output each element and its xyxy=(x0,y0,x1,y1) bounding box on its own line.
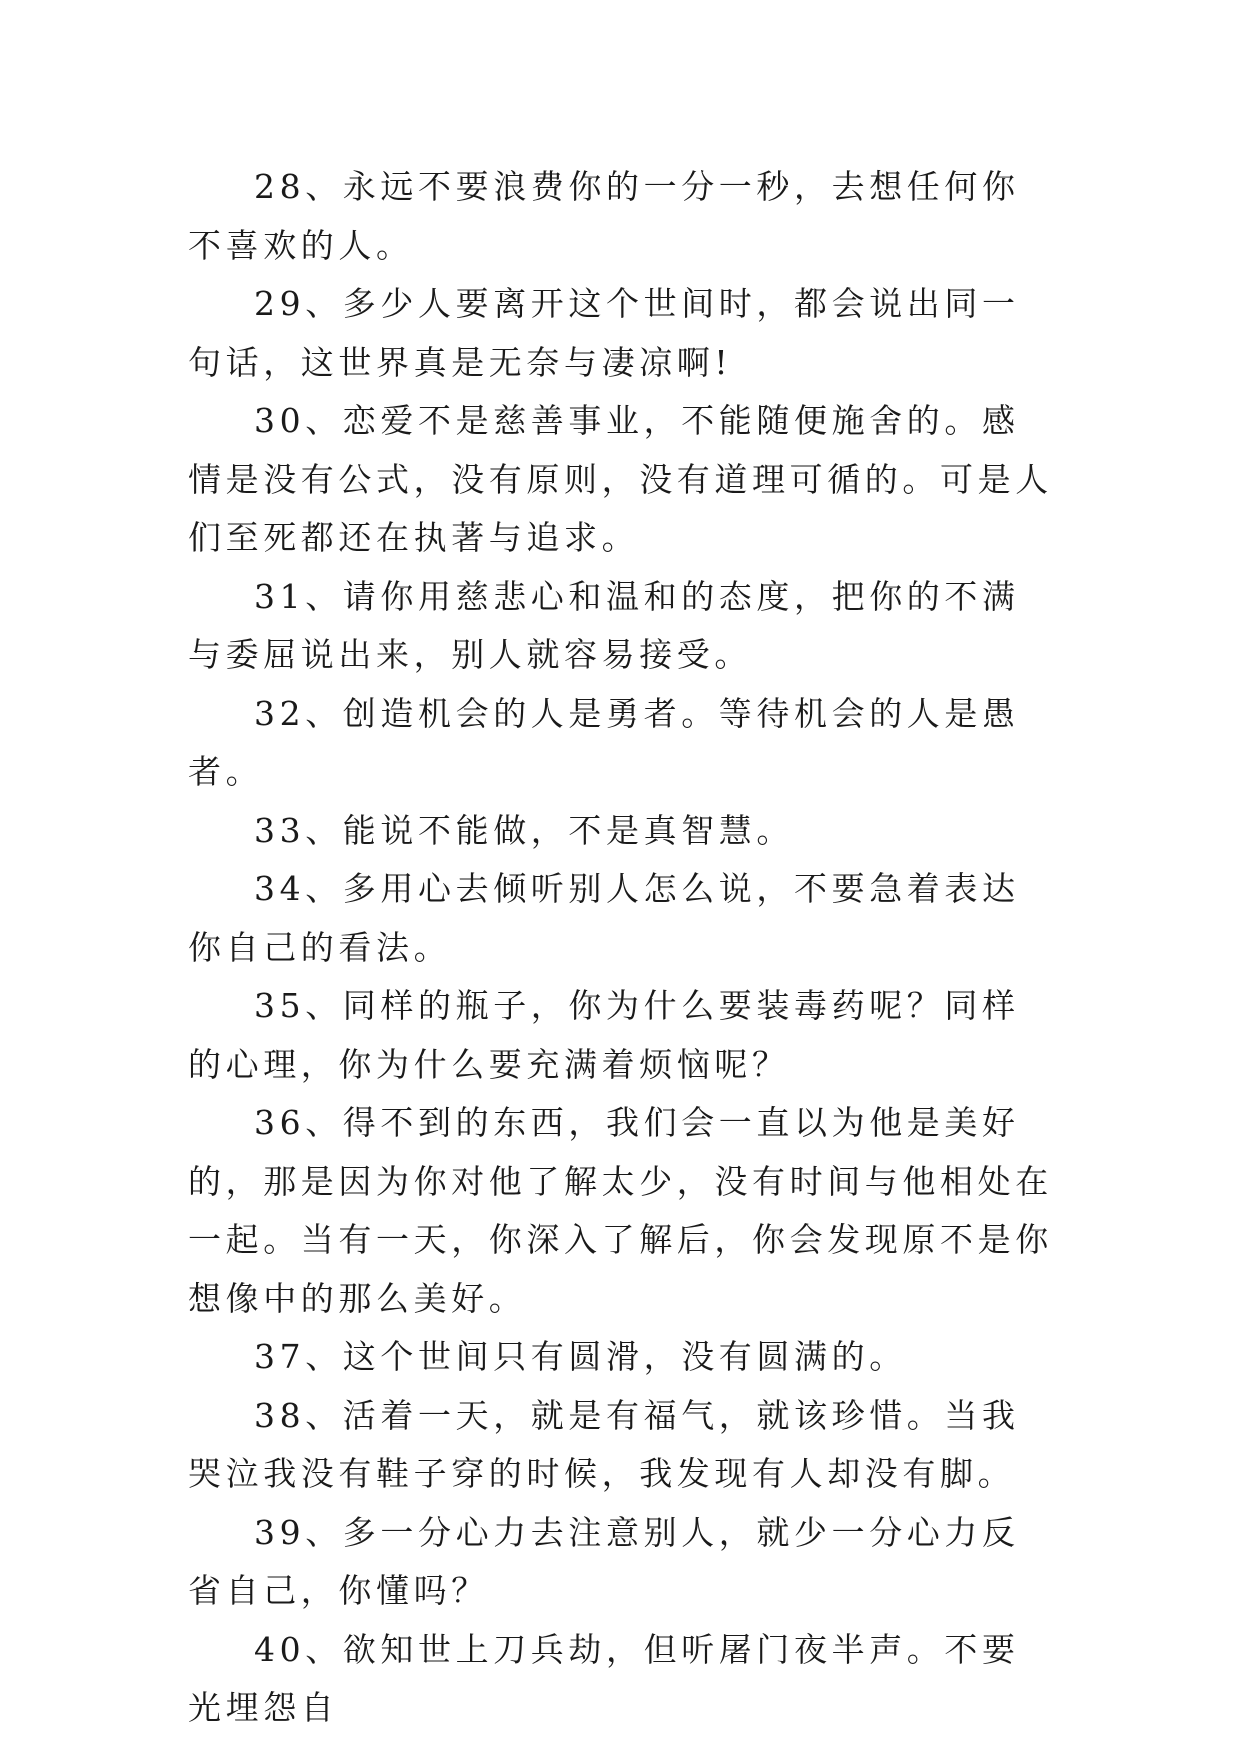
paragraph-35: 35、同样的瓶子，你为什么要装毒药呢？同样的心理，你为什么要充满着烦恼呢？ xyxy=(188,986,1020,1084)
paragraph-30: 30、恋爱不是慈善事业，不能随便施舍的。感情是没有公式，没有原则，没有道理可循的。可是人们至死都还在执著与追求。 xyxy=(188,401,1053,557)
paragraph-39: 39、多一分心力去注意别人，就少一分心力反省自己，你懂吗？ xyxy=(188,1512,1020,1610)
paragraph-29: 29、多少人要离开这个世间时，都会说出同一句话，这世界真是无奈与凄凉啊! xyxy=(188,284,1020,382)
paragraph-34: 34、多用心去倾听别人怎么说，不要急着表达你自己的看法。 xyxy=(188,869,1020,967)
paragraph-28: 28、永远不要浪费你的一分一秒，去想任何你不喜欢的人。 xyxy=(188,167,1020,265)
paragraph-38: 38、活着一天，就是有福气，就该珍惜。当我哭泣我没有鞋子穿的时候，我发现有人却没有脚。 xyxy=(188,1395,1020,1493)
paragraph-32: 32、创造机会的人是勇者。等待机会的人是愚者。 xyxy=(188,693,1020,791)
paragraph-36: 36、得不到的东西，我们会一直以为他是美好的，那是因为你对他了解太少，没有时间与他相处在一起。当有一天，你深入了解后，你会发现原不是你想像中的那么美好。 xyxy=(188,1103,1053,1318)
document-body xyxy=(188,158,1056,1738)
paragraph-37: 37、这个世间只有圆滑，没有圆满的。 xyxy=(254,1337,907,1376)
paragraph-31: 31、请你用慈悲心和温和的态度，把你的不满与委屈说出来，别人就容易接受。 xyxy=(188,576,1020,674)
paragraph-33: 33、能说不能做，不是真智慧。 xyxy=(254,810,794,850)
paragraph-40: 40、欲知世上刀兵劫，但听屠门夜半声。不要光埋怨自 xyxy=(188,1629,1020,1727)
